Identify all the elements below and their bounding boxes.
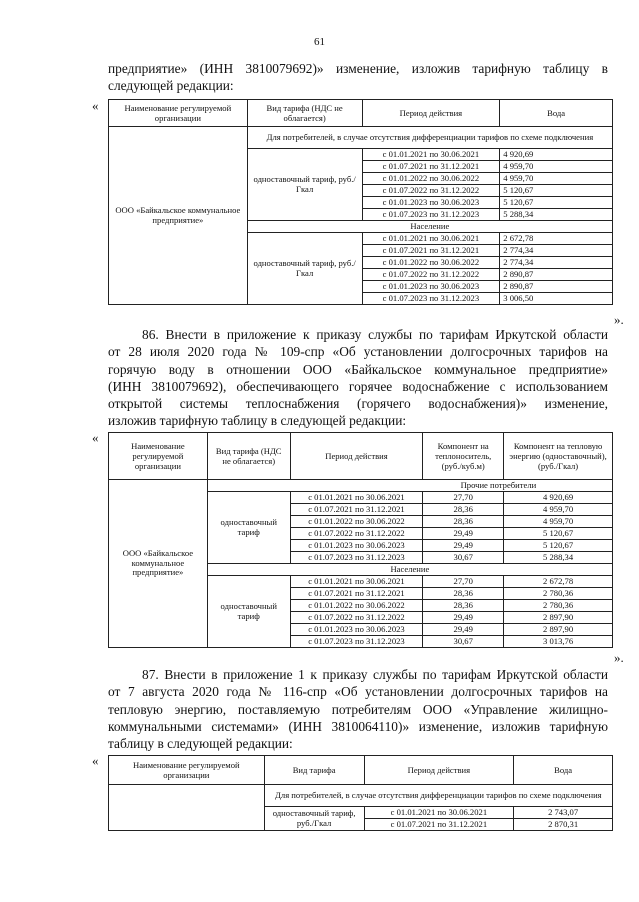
header-value: Вода: [500, 100, 613, 127]
header-period: Период действия: [364, 756, 514, 785]
period-cell: с 01.01.2021 по 30.06.2021: [364, 807, 514, 819]
carrier-cell: 30,67: [423, 636, 504, 648]
value-cell: 2 774,34: [500, 257, 613, 269]
period-cell: с 01.01.2023 по 30.06.2023: [290, 540, 423, 552]
header-carrier: Компонент на теплоноситель, (руб./куб.м): [423, 433, 504, 480]
carrier-cell: 29,49: [423, 528, 504, 540]
header-value: Вода: [514, 756, 613, 785]
paragraph-line: от 7 августа 2020 года № 116-спр «Об установлении долгосрочных тарифов на: [108, 684, 608, 700]
period-cell: с 01.07.2023 по 31.12.2023: [362, 293, 500, 305]
group-title: Для потребителей, в случае отсутствия дифференциации тарифов по схеме подключения: [264, 785, 612, 807]
energy-cell: 5 120,67: [504, 528, 613, 540]
period-cell: с 01.07.2021 по 31.12.2021: [362, 161, 500, 173]
energy-cell: 4 959,70: [504, 516, 613, 528]
period-cell: с 01.01.2022 по 30.06.2022: [290, 516, 423, 528]
paragraph-line: 86. Внести в приложение к приказу службы по тарифам Иркутской области: [142, 327, 608, 342]
quote-open: «: [92, 753, 99, 768]
value-cell: 2 870,31: [514, 819, 613, 831]
period-cell: с 01.07.2021 по 31.12.2021: [290, 588, 423, 600]
tariff-table-1: [108, 99, 613, 305]
period-cell: с 01.01.2022 по 30.06.2022: [362, 257, 500, 269]
carrier-cell: 29,49: [423, 540, 504, 552]
period-cell: с 01.01.2023 по 30.06.2023: [362, 281, 500, 293]
paragraph-line: изложив тарифную таблицу в следующей редакции:: [108, 413, 407, 429]
paragraph-line: 87. Внести в приложение 1 к приказу службы по тарифам Иркутской области: [142, 667, 608, 682]
value-cell: 4 959,70: [500, 173, 613, 185]
period-cell: с 01.01.2021 по 30.06.2021: [290, 492, 423, 504]
carrier-cell: 28,36: [423, 600, 504, 612]
paragraph-line: таблицу в следующей редакции:: [108, 736, 293, 752]
value-cell: 2 890,87: [500, 269, 613, 281]
paragraph-line: тепловую энергию, поставляемую потребителям ООО «Управление жилищно-: [108, 701, 608, 717]
period-cell: с 01.01.2021 по 30.06.2021: [290, 576, 423, 588]
energy-cell: 3 013,76: [504, 636, 613, 648]
tariff-label: одноставочный тариф, руб./Гкал: [247, 149, 362, 221]
carrier-cell: 27,70: [423, 576, 504, 588]
carrier-cell: 28,36: [423, 588, 504, 600]
intro-line: предприятие» (ИНН 3810079692)» изменение, изложив тарифную таблицу в: [108, 61, 608, 76]
value-cell: 2 672,78: [500, 233, 613, 245]
paragraph-87: [108, 666, 608, 752]
value-cell: 2 890,87: [500, 281, 613, 293]
period-cell: с 01.07.2022 по 31.12.2022: [290, 528, 423, 540]
energy-cell: 2 672,78: [504, 576, 613, 588]
value-cell: 4 959,70: [500, 161, 613, 173]
energy-cell: 2 897,90: [504, 624, 613, 636]
header-energy: Компонент на тепловую энергию (одноставочный), (руб./Гкал): [504, 433, 613, 480]
paragraph-line: от 28 июля 2020 года № 109-спр «Об установлении долгосрочных тарифов на: [108, 344, 608, 360]
energy-cell: 2 780,36: [504, 588, 613, 600]
carrier-cell: 29,49: [423, 612, 504, 624]
quote-open: «: [92, 430, 99, 445]
quote-open: «: [92, 98, 99, 113]
carrier-cell: 28,36: [423, 504, 504, 516]
energy-cell: 5 288,34: [504, 552, 613, 564]
value-cell: 4 920,69: [500, 149, 613, 161]
group-title: Прочие потребители: [207, 480, 612, 492]
period-cell: с 01.07.2022 по 31.12.2022: [362, 185, 500, 197]
value-cell: 5 288,34: [500, 209, 613, 221]
carrier-cell: 27,70: [423, 492, 504, 504]
energy-cell: 5 120,67: [504, 540, 613, 552]
period-cell: с 01.07.2022 по 31.12.2022: [290, 612, 423, 624]
energy-cell: 4 920,69: [504, 492, 613, 504]
paragraph-line: горячую воду в отношении ООО «Байкальское коммунальное предприятие»: [108, 361, 608, 377]
period-cell: с 01.01.2021 по 30.06.2021: [362, 149, 500, 161]
tariff-label: одноставочный тариф, руб./Гкал: [247, 233, 362, 305]
value-cell: 2 774,34: [500, 245, 613, 257]
intro-paragraph: [108, 60, 608, 95]
period-cell: с 01.01.2022 по 30.06.2022: [362, 173, 500, 185]
energy-cell: 4 959,70: [504, 504, 613, 516]
period-cell: с 01.07.2021 по 31.12.2021: [364, 819, 514, 831]
header-org: Наименование регулируемой организации: [109, 756, 265, 785]
header-tariff: Вид тарифа: [264, 756, 364, 785]
period-cell: с 01.01.2022 по 30.06.2022: [290, 600, 423, 612]
tariff-table-3: [108, 755, 613, 831]
tariff-label: одноставочный тариф: [207, 576, 290, 648]
page-number: 61: [314, 36, 325, 48]
energy-cell: 2 897,90: [504, 612, 613, 624]
period-cell: с 01.01.2023 по 30.06.2023: [362, 197, 500, 209]
period-cell: с 01.01.2021 по 30.06.2021: [362, 233, 500, 245]
energy-cell: 2 780,36: [504, 600, 613, 612]
header-period: Период действия: [290, 433, 423, 480]
period-cell: с 01.07.2021 по 31.12.2021: [290, 504, 423, 516]
quote-close: ».: [614, 650, 624, 665]
org-name-cell: ООО «Байкальское коммунальное предприятие»: [109, 480, 208, 648]
header-org: Наименование регулируемой организации: [109, 433, 208, 480]
header-tariff: Вид тарифа (НДС не облагается): [247, 100, 362, 127]
paragraph-line: коммунальными системами» (ИНН 3810064110)» изменение, изложив тарифную: [108, 718, 608, 734]
intro-line: следующей редакции:: [108, 78, 234, 94]
tariff-table-2: [108, 432, 613, 648]
value-cell: 5 120,67: [500, 185, 613, 197]
tariff-label: одноставочный тариф, руб./Гкал: [264, 807, 364, 831]
group-title: Население: [247, 221, 612, 233]
header-tariff: Вид тарифа (НДС не облагается): [207, 433, 290, 480]
header-org: Наименование регулируемой организации: [109, 100, 248, 127]
period-cell: с 01.01.2023 по 30.06.2023: [290, 624, 423, 636]
period-cell: с 01.07.2023 по 31.12.2023: [290, 552, 423, 564]
quote-close: ».: [614, 312, 624, 327]
carrier-cell: 30,67: [423, 552, 504, 564]
group-title: Для потребителей, в случае отсутствия дифференциации тарифов по схеме подключения: [247, 127, 612, 149]
paragraph-line: открытой системы теплоснабжения (горячего водоснабжения)» изменение,: [108, 396, 608, 412]
tariff-label: одноставочный тариф: [207, 492, 290, 564]
period-cell: с 01.07.2023 по 31.12.2023: [290, 636, 423, 648]
value-cell: 3 006,50: [500, 293, 613, 305]
paragraph-line: (ИНН 3810079692), обеспечивающего горячее водоснабжение с использованием: [108, 378, 608, 394]
header-period: Период действия: [362, 100, 500, 127]
org-name-cell: [109, 785, 265, 831]
group-title: Население: [207, 564, 612, 576]
period-cell: с 01.07.2021 по 31.12.2021: [362, 245, 500, 257]
paragraph-86: [108, 326, 608, 430]
carrier-cell: 29,49: [423, 624, 504, 636]
value-cell: 2 743,07: [514, 807, 613, 819]
period-cell: с 01.07.2023 по 31.12.2023: [362, 209, 500, 221]
period-cell: с 01.07.2022 по 31.12.2022: [362, 269, 500, 281]
org-name-cell: ООО «Байкальское коммунальное предприятие»: [109, 127, 248, 305]
carrier-cell: 28,36: [423, 516, 504, 528]
value-cell: 5 120,67: [500, 197, 613, 209]
